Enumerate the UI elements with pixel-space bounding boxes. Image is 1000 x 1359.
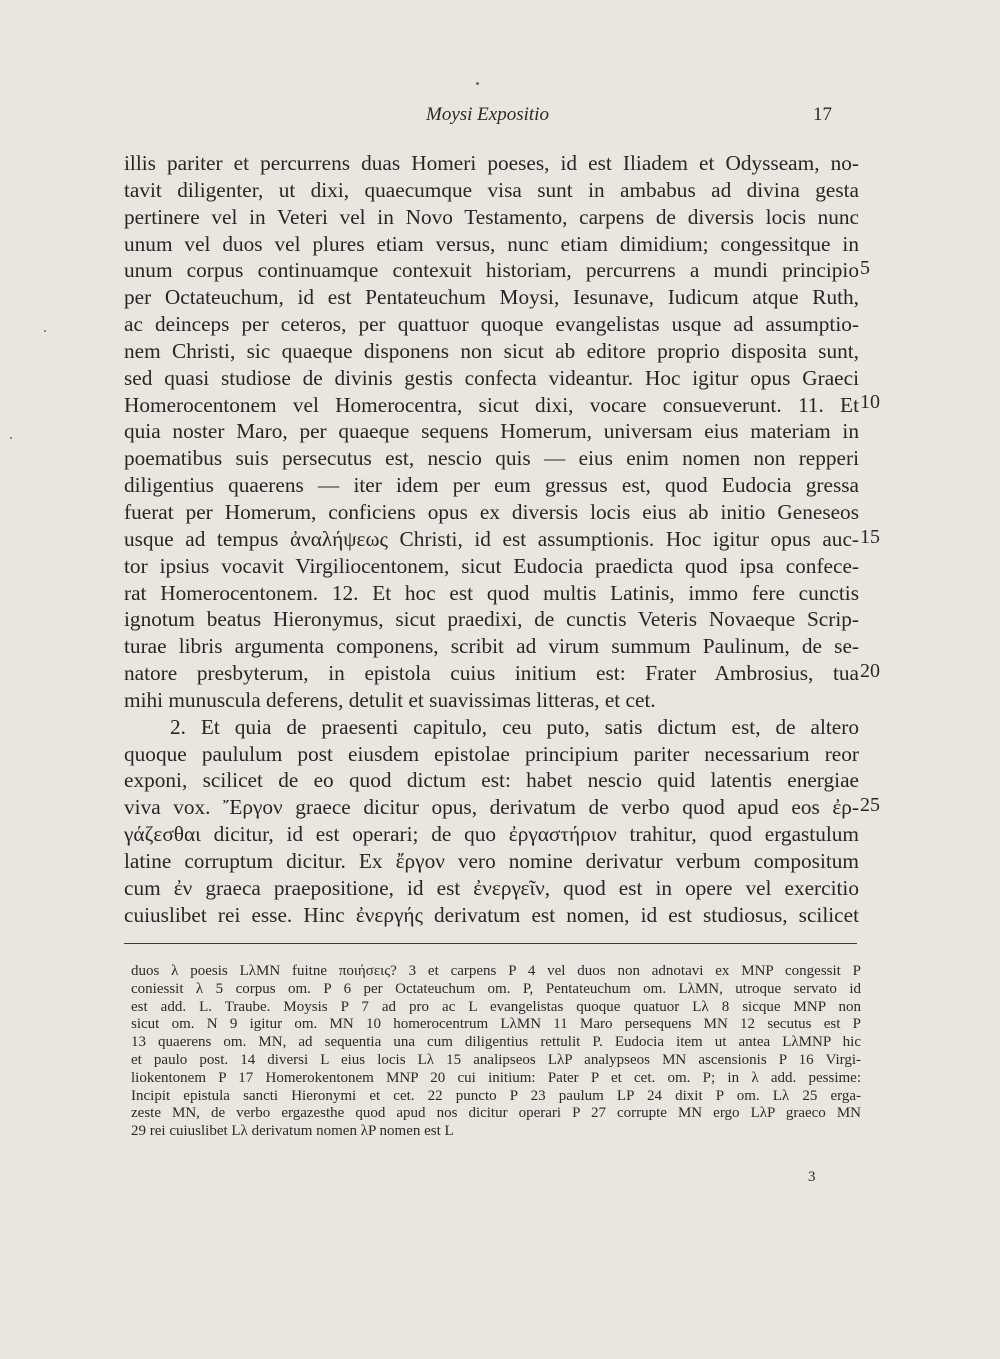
apparatus-line: coniessit λ 5 corpus om. P 6 per Octateuchum om. P, Pentateuchum om. LλMN, utroque servato id <box>131 980 861 997</box>
text-line: tor ipsius vocavit Virgiliocentonem, sicut Eudocia praedicta quod ipsa confece- <box>124 553 859 578</box>
text-line: ignotum beatus Hieronymus, sicut praedixi, de cunctis Veteris Novaeque Scrip- <box>124 607 859 632</box>
line-number: 10 <box>860 391 880 413</box>
apparatus-line: Incipit epistula sancti Hieronymi et cet. 22 puncto P 23 paulum LP 24 dixit P om. Lλ 25 erga- <box>131 1087 861 1104</box>
page-number: 17 <box>813 104 832 125</box>
text-line: usque ad tempus ἀναλήψεως Christi, id est assumptionis. Hoc igitur opus auc- <box>124 526 859 551</box>
text-line: rat Homerocentonem. 12. Et hoc est quod multis Latinis, immo fere cunctis <box>124 580 859 605</box>
line-number: 5 <box>860 257 870 279</box>
line-number: 25 <box>860 794 880 816</box>
print-speck <box>44 330 46 332</box>
text-line: natore presbyterum, in epistola cuius initium est: Frater Ambrosius, tua <box>124 661 859 686</box>
apparatus-line: liokentonem P 17 Homerokentonem MNP 20 cui initium: Pater P et cet. om. P; in λ add. pessime: <box>131 1069 861 1086</box>
text-line: unum vel duos vel plures etiam versus, nunc etiam dimidium; congessitque in <box>124 231 859 256</box>
line-number: 15 <box>860 526 880 548</box>
text-line: sed quasi studiose de divinis gestis confecta videantur. Hoc igitur opus Graeci <box>124 365 859 390</box>
footnote-rule <box>124 943 857 944</box>
text-line: nem Christi, sic quaeque disponens non sicut ab editore proprio disposita sunt, <box>124 338 859 363</box>
print-speck <box>10 437 12 439</box>
text-line: viva vox. Ἔργον graece dicitur opus, derivatum de verbo quod apud eos ἐρ- <box>124 795 859 820</box>
apparatus-line: 29 rei cuiuslibet Lλ derivatum nomen λP nomen est L <box>131 1123 454 1140</box>
critical-apparatus <box>131 963 861 1141</box>
text-line: ac deinceps per ceteros, per quattuor quoque evangelistas usque ad assumptio- <box>124 312 859 337</box>
text-line: cum ἐν graeca praepositione, id est ἐνεργεῖν, quod est in opere vel exercitio <box>124 875 859 900</box>
text-line: turae libris argumenta componens, scribit ad virum summum Paulinum, de se- <box>124 634 859 659</box>
apparatus-line: et paulo post. 14 diversi L eius locis Lλ 15 analipseos LλP analypseos MN ascensionis P 16 Virgi- <box>131 1051 861 1068</box>
text-line: Homerocentonem vel Homerocentra, sicut dixi, vocare consueverunt. 11. Et <box>124 392 859 417</box>
apparatus-line: est add. L. Traube. Moysis P 7 ad pro ac L evangelistas quoque quatuor Lλ 8 sicque MNP non <box>131 998 861 1015</box>
main-text-block <box>124 150 880 928</box>
signature-mark: 3 <box>808 1169 816 1185</box>
print-speck <box>476 82 479 85</box>
text-line: exponi, scilicet de eo quod dictum est: habet nescio quid latentis energiae <box>124 768 859 793</box>
text-line: unum corpus continuamque contexuit historiam, percurrens a mundi principio <box>124 258 859 283</box>
apparatus-line: sicut om. N 9 igitur om. MN 10 homerocentrum LλMN 11 Maro persequens MN 12 secutus est P <box>131 1016 861 1033</box>
running-title: Moysi Expositio <box>426 104 549 125</box>
apparatus-line: 13 quaerens om. MN, ad sequentia una cum diligentius rettulit P. Eudocia item ut antea LλMNP hic <box>131 1034 861 1051</box>
text-line: diligentius quaerens — iter idem per eum gressus est, quod Eudocia gressa <box>124 473 859 498</box>
text-line: fuerat per Homerum, conficiens opus ex diversis locis eius ab initio Geneseos <box>124 499 859 524</box>
apparatus-line: duos λ poesis LλMN fuitne ποιήσεις? 3 et carpens P 4 vel duos non adnotavi ex MNP congessit P <box>131 963 861 979</box>
text-line: tavit diligenter, ut dixi, quaecumque visa sunt in ambabus ad divina gesta <box>124 177 859 202</box>
text-line: 2. Et quia de praesenti capitulo, ceu puto, satis dictum est, de altero <box>170 714 859 739</box>
text-line: quoque paululum post eiusdem epistolae principium pariter necessarium reor <box>124 741 859 766</box>
running-head <box>0 104 1000 130</box>
text-line: cuiuslibet rei esse. Hinc ἐνεργής derivatum est nomen, id est studiosus, scilicet <box>124 902 859 927</box>
apparatus-line: zeste MN, de verbo ergazesthe quod apud nos dicitur operari P 27 corrupte MN ergo LλP graeco MN <box>131 1105 861 1122</box>
text-line: per Octateuchum, id est Pentateuchum Moysi, Iesunave, Iudicum atque Ruth, <box>124 285 859 310</box>
text-line: pertinere vel in Veteri vel in Novo Testamento, carpens de diversis locis nunc <box>124 204 859 229</box>
text-line: mihi munuscula deferens, detulit et suavissimas litteras, et cet. <box>124 687 656 712</box>
text-line: γάζεσθαι dicitur, id est operari; de quo ἐργαστήριον trahitur, quod ergastulum <box>124 822 859 847</box>
text-line: quia noster Maro, per quaeque sequens Homerum, universam eius materiam in <box>124 419 859 444</box>
text-line: illis pariter et percurrens duas Homeri poeses, id est Iliadem et Odysseam, no- <box>124 151 859 175</box>
line-number: 20 <box>860 660 880 682</box>
text-line: poematibus suis persecutus est, nescio quis — eius enim nomen non repperi <box>124 446 859 471</box>
text-line: latine corruptum dicitur. Ex ἔργον vero nomine derivatur verbum compositum <box>124 848 859 873</box>
